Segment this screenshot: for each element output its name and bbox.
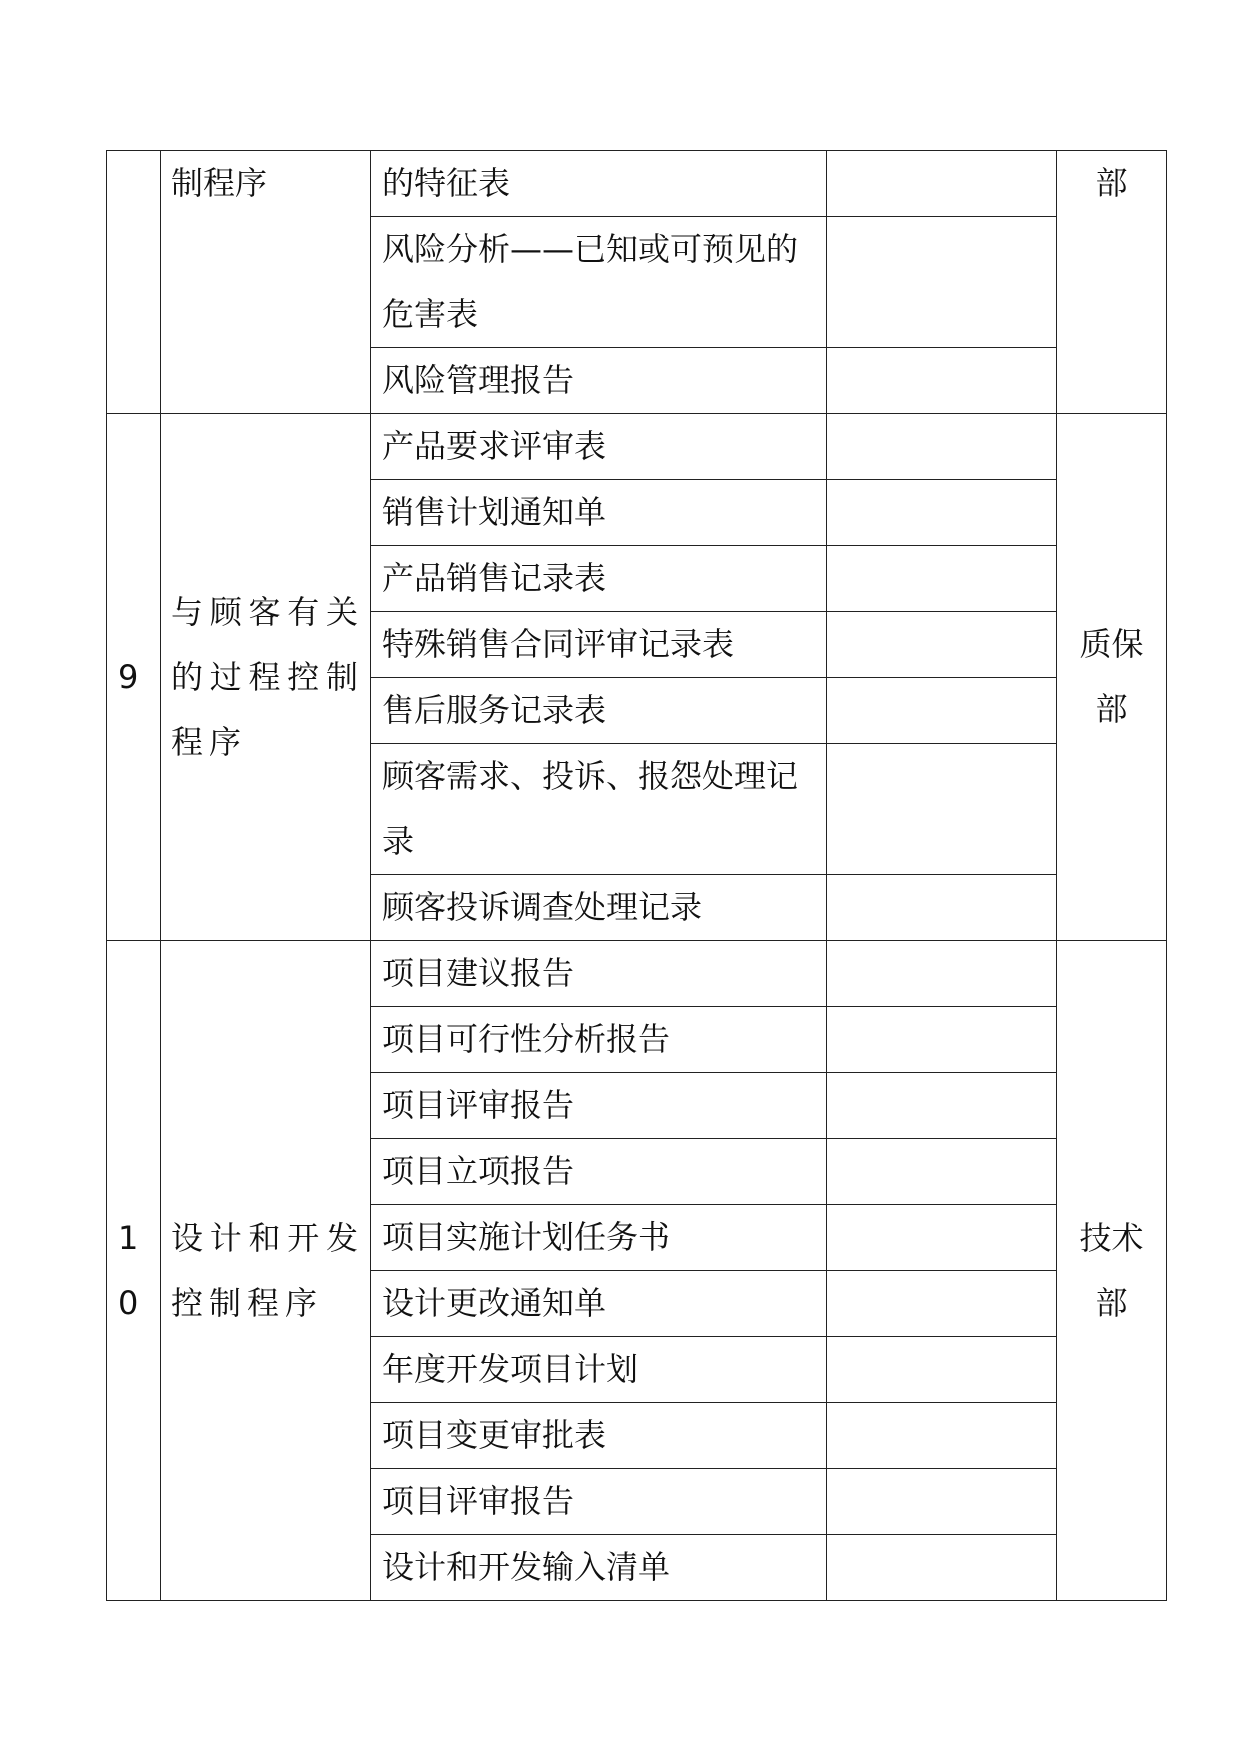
blank-cell — [827, 941, 1057, 1007]
record-name: 顾客投诉调查处理记录 — [371, 875, 827, 941]
blank-cell — [827, 1403, 1057, 1469]
blank-cell — [827, 1337, 1057, 1403]
record-name: 项目建议报告 — [371, 941, 827, 1007]
department: 质保部 — [1057, 414, 1167, 941]
record-name: 项目评审报告 — [371, 1469, 827, 1535]
procedure-name: 与顾客有关的过程控制程序 — [161, 414, 371, 941]
procedure-name: 制程序 — [161, 151, 371, 414]
blank-cell — [827, 348, 1057, 414]
row-number — [107, 151, 161, 414]
procedure-name: 设计和开发控制程序 — [161, 941, 371, 1601]
blank-cell — [827, 1073, 1057, 1139]
record-name: 年度开发项目计划 — [371, 1337, 827, 1403]
record-name: 设计和开发输入清单 — [371, 1535, 827, 1601]
record-name: 顾客需求、投诉、报怨处理记录 — [371, 744, 827, 875]
record-name: 售后服务记录表 — [371, 678, 827, 744]
department: 技术部 — [1057, 941, 1167, 1601]
blank-cell — [827, 1271, 1057, 1337]
row-number: 10 — [107, 941, 161, 1601]
blank-cell — [827, 678, 1057, 744]
row-number: 9 — [107, 414, 161, 941]
blank-cell — [827, 546, 1057, 612]
blank-cell — [827, 1535, 1057, 1601]
record-name: 风险分析——已知或可预见的危害表 — [371, 217, 827, 348]
table-row — [107, 151, 1167, 217]
records-table — [106, 150, 1167, 1601]
record-name: 项目评审报告 — [371, 1073, 827, 1139]
department: 部 — [1057, 151, 1167, 414]
record-name: 特殊销售合同评审记录表 — [371, 612, 827, 678]
record-name: 项目变更审批表 — [371, 1403, 827, 1469]
table-row — [107, 414, 1167, 480]
blank-cell — [827, 1205, 1057, 1271]
blank-cell — [827, 1469, 1057, 1535]
blank-cell — [827, 151, 1057, 217]
record-name: 销售计划通知单 — [371, 480, 827, 546]
blank-cell — [827, 414, 1057, 480]
blank-cell — [827, 612, 1057, 678]
record-name: 产品要求评审表 — [371, 414, 827, 480]
table-row — [107, 941, 1167, 1007]
blank-cell — [827, 1139, 1057, 1205]
record-name: 项目实施计划任务书 — [371, 1205, 827, 1271]
record-name: 风险管理报告 — [371, 348, 827, 414]
record-name: 的特征表 — [371, 151, 827, 217]
blank-cell — [827, 480, 1057, 546]
blank-cell — [827, 1007, 1057, 1073]
blank-cell — [827, 217, 1057, 348]
blank-cell — [827, 875, 1057, 941]
blank-cell — [827, 744, 1057, 875]
record-name: 产品销售记录表 — [371, 546, 827, 612]
record-name: 项目立项报告 — [371, 1139, 827, 1205]
record-name: 项目可行性分析报告 — [371, 1007, 827, 1073]
record-name: 设计更改通知单 — [371, 1271, 827, 1337]
